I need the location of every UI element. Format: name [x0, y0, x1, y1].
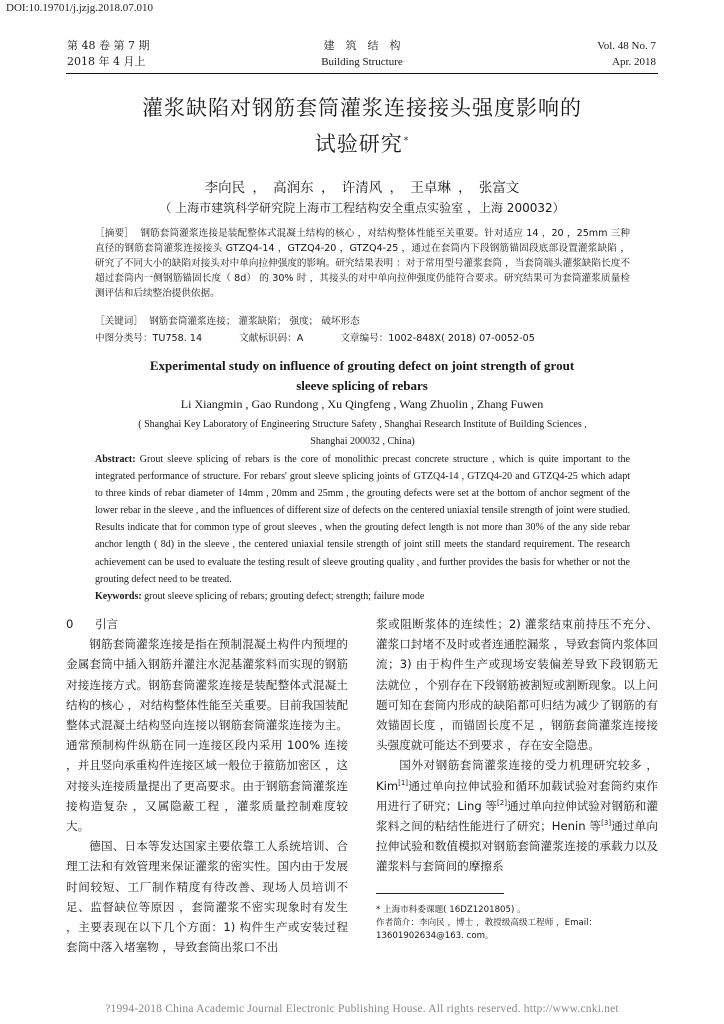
citation-2: [2]: [497, 798, 507, 807]
para3-part-b: 通过单向拉伸试验和循环加载试验对套筒约束作用进行了研究；Ling 等: [376, 778, 658, 813]
article-number: 文章编号：1002-848X( 2018) 07-0052-05: [340, 333, 535, 344]
affiliation-zh: （ 上海市建筑科学研究院上海市工程结构安全重点实验室 ，上海 200032）: [159, 201, 565, 215]
abstract-en: [95, 451, 630, 588]
keywords-zh-text: 钢筋套筒灌浆连接； 灌浆缺陷； 强度； 破坏形态: [149, 316, 360, 327]
copyright-line: ?1994-2018 China Academic Journal Electronic Publishing House. All rights reserved. http://www.cnki.net: [105, 1003, 619, 1015]
doc-code: 文献标识码：A: [239, 333, 304, 344]
keywords-en: [95, 589, 630, 605]
keywords-zh-label: ［关键词］: [95, 316, 143, 327]
abstract-zh-label: ［摘要］: [95, 228, 134, 239]
title-line-1: 灌浆缺陷对钢筋套筒灌浆连接接头强度影响的: [142, 96, 582, 120]
para3-part-c: 通过单向拉伸试验对钢筋和灌浆料之间的粘结性能进行了研究；Henin 等: [376, 798, 658, 834]
affiliation-en-line-2: Shanghai 200032 , China): [310, 436, 415, 447]
authors-en: Li Xiangmin , Gao Rundong , Xu Qingfeng , Wang Zhuolin , Zhang Fuwen: [180, 397, 544, 411]
para3-part-a: 国外对钢筋套筒灌浆连接的受力机理研究较多 ，Kim: [376, 758, 658, 793]
keywords-en-text: grout sleeve splicing of rebars; grouting defect; strength; failure mode: [144, 591, 425, 602]
abstract-zh: [95, 226, 630, 301]
header-rule: [66, 73, 658, 74]
footnote-fund: * 上海市科委课题( 16DZ1201805) 。: [376, 905, 526, 915]
classification-line: [95, 331, 630, 346]
volume-label: Vol. 48 No. 7: [597, 40, 656, 52]
clc-number: 中图分类号：TU758. 14: [95, 333, 203, 344]
intro-paragraph-2: 德国、日本等发达国家主要依靠工人系统培训、合理工法和有效管理来保证灌浆的密实性。国内由于发展时间较短、工厂制作精度有待改善、现场人员培训不足、监督缺位等原因 ，套筒灌浆不密实现象时有发生 ，主要表现在以下几个方面：1) 构件生产或安装过程套筒中落入堵塞物 ，导致套筒出浆口不出: [66, 839, 348, 955]
abstract-en-text: Grout sleeve splicing of rebars is the core of monolithic precast concrete structure , which is quite important to the integrated performance of structure. For rebars' grout sleeve splicing joints of GTZQ4-14 , GTZQ4-20 and GTZQ4-25 which adapt to three kinds of rebar diameter of 14mm , 20mm and 25mm , the grouting defects were set at the bottom of anchor segment of the lower rebar in the sleeve , and the influences of different size of defects on the centered uniaxial tensile strength of joint were studied. Results indicate that for common type of grout sleeves , when the grouting defect length is not more than 30% of the any side rebar anchor length ( 8d) in the sleeve , the centered uniaxial tensile strength of joint still meets the standard requirement. The research achievement can be used to evaluate the testing result of sleeve grouting quality , and further provides the basis for whether or not the grouting defect need to be treated.: [95, 454, 630, 585]
affiliation-en: [110, 416, 615, 450]
footnote: [376, 904, 658, 943]
intro-paragraph-1: 钢筋套筒灌浆连接是指在预制混凝土构件内预埋的金属套筒中插入钢筋并灌注水泥基灌浆料而实现的钢筋对接连接方式。钢筋套筒灌浆连接是装配整体式混凝土结构的核心 ，对结构整体性能至关重要。目前我国装配整体式混凝土结构竖向连接以钢筋套筒灌浆连接为主。通常预制构件纵筋在同一连接区段内采用 100% 连接 ，并且竖向承重构件连接区域一般位于箍筋加密区 ，这对接头连接质量提出了更高要求。由于钢筋套筒灌浆连接构造复杂 ，又属隐蔽工程 ，灌浆质量控制难度较大。: [66, 637, 348, 834]
title-line-2: [66, 126, 658, 159]
authors-zh: 李向民 ， 高润东 ， 许清风 ， 王卓琳 ， 张富文: [204, 180, 520, 196]
issue-label: 第 48 卷 第 7 期: [67, 39, 150, 52]
doi-label: DOI:10.19701/j.jzjg.2018.07.010: [6, 2, 153, 14]
journal-name-en: Building Structure: [321, 56, 403, 68]
section-title: 引言: [95, 617, 119, 631]
body-column-right: [376, 614, 658, 877]
date-en-label: Apr. 2018: [612, 56, 656, 68]
para3-part-d: 通过单向拉伸试验和数值模拟对钢筋套筒灌浆连接的承载力以及灌浆料与套筒间的摩擦系: [376, 819, 658, 874]
header-right: [597, 38, 656, 70]
footnote-author: 作者简介：李向民 ，博士 ，教授级高级工程师 ，Email：13601902634@163. com。: [376, 918, 598, 941]
keywords-zh: [95, 314, 630, 329]
title-footnote-mark: *: [403, 136, 410, 146]
title-en-line-2: sleeve splicing of rebars: [296, 378, 428, 393]
abstract-en-label: Abstract:: [95, 454, 136, 465]
intro-paragraph-2-continued: 浆或阻断浆体的连续性；2) 灌浆结束前持压不充分、灌浆口封堵不及时或者连通腔漏浆 ，导致套筒内浆体回流；3) 由于构件生产或现场安装偏差导致下段钢筋无法就位 ，个别存在下段钢筋被割短或割断现象。以上问题可知在套筒内形成的缺陷都可归结为减少了钢筋的有效锚固长度 ，而锚固长度不足 ，钢筋套筒灌浆连接接头强度就可能达不到要求 ，存在安全隐患。: [376, 617, 658, 753]
keywords-en-label: Keywords:: [95, 591, 142, 602]
title-line-2-text: 试验研究: [314, 132, 403, 156]
affiliation-en-line-1: ( Shanghai Key Laboratory of Engineering Structure Safety , Shanghai Research Institute of Building Sciences ,: [138, 419, 587, 430]
intro-paragraph-3: [376, 755, 658, 876]
abstract-zh-text: 钢筋套筒灌浆连接是装配整体式混凝土结构的核心 ，对结构整体性能至关重要。针对适应 14 ，20 ，25mm 三种直径的钢筋套筒灌浆连接接头 GTZQ4-14 ，GTZQ4-20 ，GTZQ4-25 ，通过在套筒内下段钢筋锚固段底部设置灌浆缺陷 ，研究了不同大小的缺陷对接头对中单向拉伸强度的影响。研究结果表明 ：对于常用型号灌浆套筒 ，当套筒端头灌浆缺陷长度不超过套筒内一侧钢筋锚固长度（ 8d） 的 30% 时 ，其接头的对中单向拉伸强度仍能符合要求。研究结果可为套筒灌浆质量检测评估和后续整治提供依据。: [95, 228, 631, 299]
title-en-line-1: Experimental study on influence of grouting defect on joint strength of grout: [149, 358, 575, 373]
footnote-rule: [376, 893, 504, 894]
citation-1: [1]: [398, 778, 409, 787]
date-label: 2018 年 4 月上: [67, 55, 146, 68]
citation-3: [3]: [601, 819, 612, 828]
section-number: 0: [66, 617, 74, 631]
body-column-left: [66, 614, 348, 957]
title-en: [66, 356, 658, 396]
section-heading: [66, 614, 348, 634]
journal-name-zh: 建 筑 结 构: [323, 39, 401, 52]
